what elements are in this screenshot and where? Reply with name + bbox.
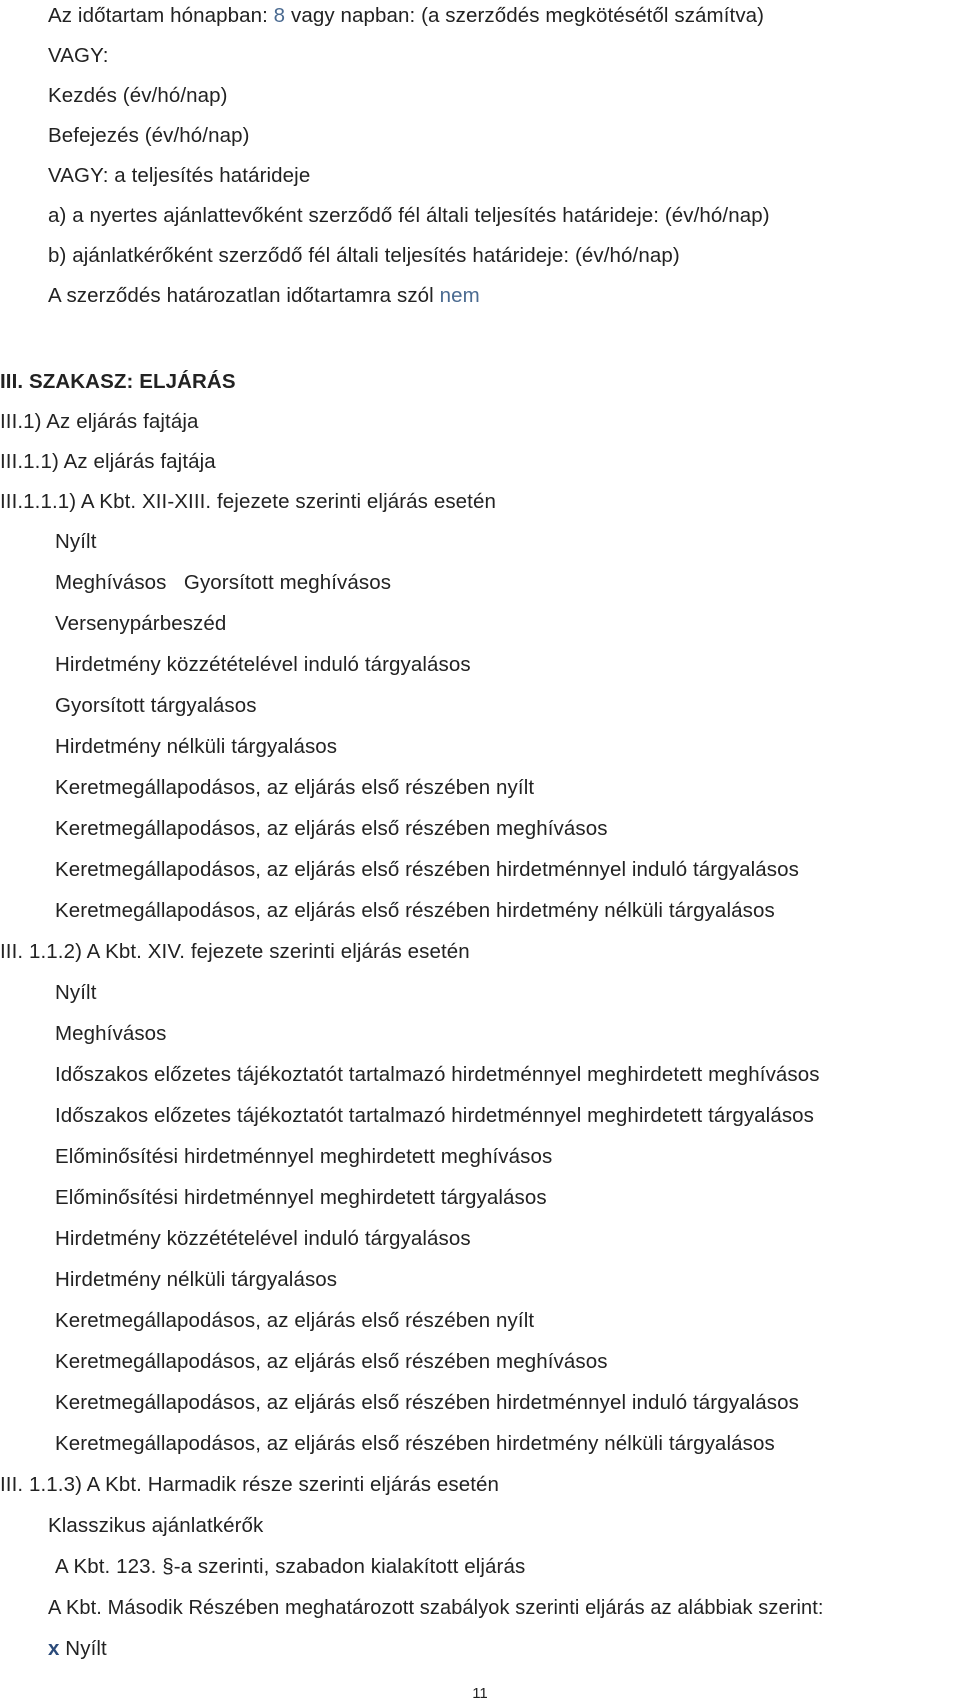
list-item: Meghívásos Gyorsított meghívásos bbox=[55, 571, 392, 594]
list-item: Keretmegállapodásos, az eljárás első részében hirdetménnyel induló tárgyalásos bbox=[55, 1391, 799, 1414]
section-heading: III. SZAKASZ: ELJÁRÁS bbox=[0, 370, 236, 393]
part-two-procedure: A Kbt. Második Részében meghatározott szabályok szerinti eljárás az alábbiak szerint: bbox=[48, 1597, 824, 1619]
duration-months-value: 8 bbox=[273, 4, 286, 27]
indefinite-value: nem bbox=[439, 284, 480, 307]
duration-months-line bbox=[48, 2, 764, 30]
page-number: 11 bbox=[472, 1685, 488, 1702]
list-item: Hirdetmény közzétételével induló tárgyalásos bbox=[55, 1227, 471, 1250]
list-item: Hirdetmény közzétételével induló tárgyalásos bbox=[55, 653, 471, 676]
duration-months-label: Az időtartam hónapban: bbox=[48, 4, 274, 27]
list-item: Előminősítési hirdetménnyel meghirdetett meghívásos bbox=[55, 1145, 553, 1168]
section-3-1-1-3: III. 1.1.3) A Kbt. Harmadik része szerinti eljárás esetén bbox=[0, 1473, 500, 1496]
list-item: Nyílt bbox=[55, 981, 97, 1004]
section-3-1-1-1: III.1.1.1) A Kbt. XII-XIII. fejezete szerinti eljárás esetén bbox=[0, 490, 496, 513]
indefinite-line bbox=[48, 282, 480, 310]
list-item: Keretmegállapodásos, az eljárás első részében hirdetménnyel induló tárgyalásos bbox=[55, 858, 799, 881]
list-item: Versenypárbeszéd bbox=[55, 612, 227, 635]
list-item: Hirdetmény nélküli tárgyalásos bbox=[55, 735, 338, 758]
duration-or-2: VAGY: a teljesítés határideje bbox=[48, 164, 311, 187]
list-item: Keretmegállapodásos, az eljárás első részében hirdetmény nélküli tárgyalásos bbox=[55, 1432, 775, 1455]
list-item: Keretmegállapodásos, az eljárás első részében hirdetmény nélküli tárgyalásos bbox=[55, 899, 775, 922]
deadline-a: a) a nyertes ajánlattevőként szerződő fél általi teljesítés határideje: (év/hó/nap) bbox=[48, 204, 770, 227]
duration-end: Befejezés (év/hó/nap) bbox=[48, 124, 250, 147]
selected-procedure bbox=[48, 1635, 107, 1663]
duration-months-suffix: vagy napban: (a szerződés megkötésétől számítva) bbox=[285, 4, 765, 27]
deadline-b: b) ajánlatkérőként szerződő fél általi teljesítés határideje: (év/hó/nap) bbox=[48, 244, 680, 267]
list-item: Keretmegállapodásos, az eljárás első részében meghívásos bbox=[55, 817, 608, 840]
selected-mark: x bbox=[48, 1637, 60, 1660]
list-item: Keretmegállapodásos, az eljárás első részében meghívásos bbox=[55, 1350, 608, 1373]
section-3-1-1: III.1.1) Az eljárás fajtája bbox=[0, 450, 216, 473]
classic-contracting: Klasszikus ajánlatkérők bbox=[48, 1514, 264, 1537]
section-3-1-1-2: III. 1.1.2) A Kbt. XIV. fejezete szerinti eljárás esetén bbox=[0, 940, 470, 963]
selected-procedure-label: Nyílt bbox=[59, 1637, 107, 1660]
duration-or-1: VAGY: bbox=[48, 44, 109, 67]
list-item: Gyorsított tárgyalásos bbox=[55, 694, 257, 717]
section-3-1: III.1) Az eljárás fajtája bbox=[0, 410, 199, 433]
list-item: Nyílt bbox=[55, 530, 97, 553]
list-item: Meghívásos bbox=[55, 1022, 167, 1045]
article-123-procedure: A Kbt. 123. §-a szerinti, szabadon kialakított eljárás bbox=[55, 1555, 526, 1578]
list-item: Keretmegállapodásos, az eljárás első részében nyílt bbox=[55, 1309, 535, 1332]
list-item: Időszakos előzetes tájékoztatót tartalmazó hirdetménnyel meghirdetett tárgyalásos bbox=[55, 1104, 815, 1127]
list-item: Hirdetmény nélküli tárgyalásos bbox=[55, 1268, 338, 1291]
indefinite-label: A szerződés határozatlan időtartamra szól bbox=[48, 284, 440, 307]
list-item: Előminősítési hirdetménnyel meghirdetett tárgyalásos bbox=[55, 1186, 547, 1209]
list-item: Időszakos előzetes tájékoztatót tartalmazó hirdetménnyel meghirdetett meghívásos bbox=[55, 1063, 820, 1086]
list-item: Keretmegállapodásos, az eljárás első részében nyílt bbox=[55, 776, 535, 799]
duration-start: Kezdés (év/hó/nap) bbox=[48, 84, 228, 107]
